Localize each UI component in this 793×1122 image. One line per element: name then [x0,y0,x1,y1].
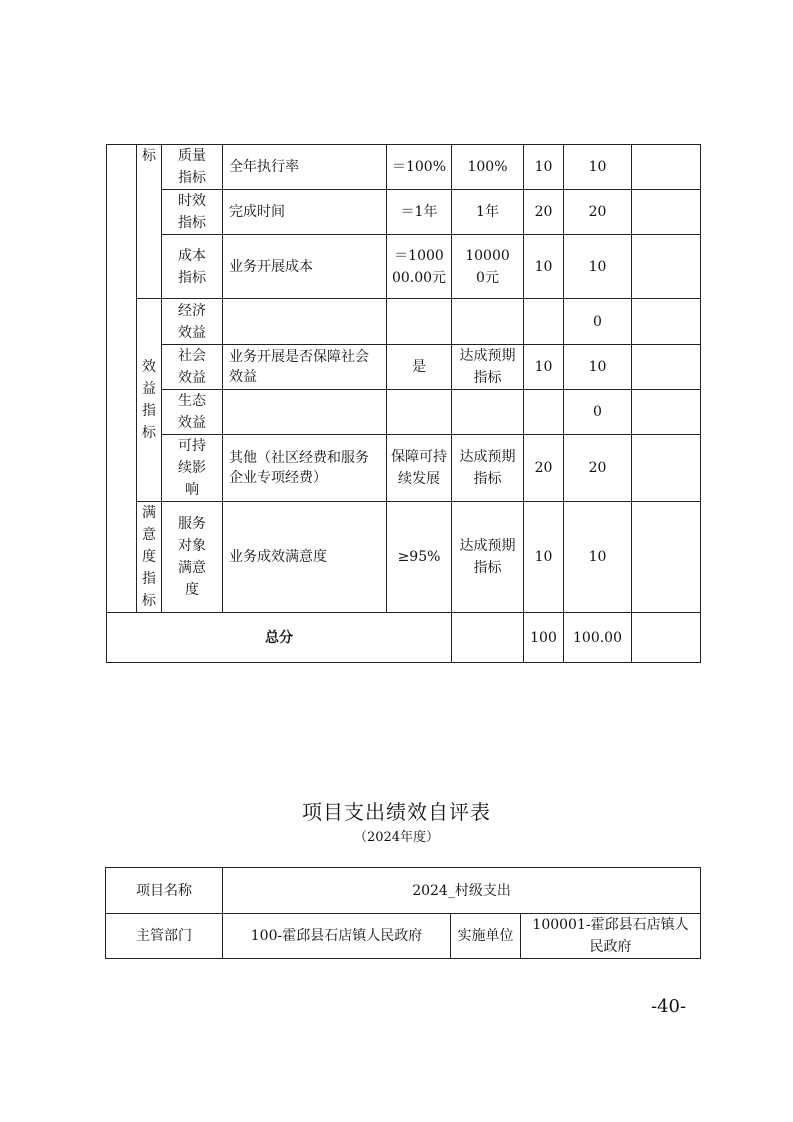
category-cell: 效益指标 [137,299,162,502]
total-label: 总分 [107,613,452,663]
indicator-cell: 业务成效满意度 [223,502,387,613]
table-row [107,145,701,190]
dept-label: 主管部门 [106,914,223,959]
score-cell: 0 [564,390,632,435]
score-cell: 20 [564,435,632,502]
actual-cell: 达成预期指标 [452,502,524,613]
indicator-cell: 业务开展成本 [223,235,387,299]
score-cell: 20 [564,190,632,235]
project-info-table [105,867,701,959]
performance-indicator-table [106,144,701,663]
subcategory-cell: 生态效益 [162,390,223,435]
weight-cell: 10 [524,345,564,390]
actual-cell: 达成预期指标 [452,345,524,390]
category-cell: 标 [137,145,162,299]
subcategory-cell: 可持续影响 [162,435,223,502]
target-cell [387,299,452,345]
actual-cell: 1年 [452,190,524,235]
note-cell [632,235,701,299]
table-row [106,914,701,959]
note-cell [632,145,701,190]
category-cell: 满意度指标 [137,502,162,613]
target-cell [387,390,452,435]
weight-cell: 10 [524,502,564,613]
weight-cell [524,390,564,435]
total-score: 100.00 [564,613,632,663]
subcategory-cell: 社会效益 [162,345,223,390]
target-cell: ＝1年 [387,190,452,235]
subcategory-cell: 服务对象满意度 [162,502,223,613]
indicator-cell: 业务开展是否保障社会效益 [223,345,387,390]
actual-cell [452,390,524,435]
form-title: 项目支出绩效自评表 [302,800,491,824]
subcategory-cell: 成本指标 [162,235,223,299]
target-cell: ＝100% [387,145,452,190]
project-name-label: 项目名称 [106,868,223,914]
blank-cell [452,613,524,663]
score-cell: 10 [564,345,632,390]
target-cell: ≥95% [387,502,452,613]
target-cell: 保障可持续发展 [387,435,452,502]
total-weight: 100 [524,613,564,663]
project-name-value: 2024_村级支出 [223,868,701,914]
actual-cell: 达成预期指标 [452,435,524,502]
indicator-cell: 全年执行率 [223,145,387,190]
note-cell [632,299,701,345]
table-row [107,502,701,613]
score-cell: 10 [564,502,632,613]
actual-cell: 100000元 [452,235,524,299]
actual-cell: 100% [452,145,524,190]
score-cell: 10 [564,235,632,299]
blank-cell [107,145,137,613]
impl-value: 100001-霍邱县石店镇人民政府 [521,914,701,959]
subcategory-cell: 质量指标 [162,145,223,190]
indicator-cell [223,390,387,435]
indicator-cell [223,299,387,345]
impl-label: 实施单位 [451,914,521,959]
total-row [107,613,701,663]
page-number: -40- [651,996,687,1017]
table-row [107,299,701,345]
actual-cell [452,299,524,345]
note-cell [632,190,701,235]
table-row [107,435,701,502]
note-cell [632,390,701,435]
weight-cell: 20 [524,190,564,235]
table-row [107,190,701,235]
subcategory-cell: 经济效益 [162,299,223,345]
table-row [107,235,701,299]
score-cell: 0 [564,299,632,345]
table-row [107,345,701,390]
form-subtitle: （2024年度） [353,830,440,845]
weight-cell: 10 [524,145,564,190]
score-cell: 10 [564,145,632,190]
target-cell: ＝100000.00元 [387,235,452,299]
weight-cell: 10 [524,235,564,299]
note-cell [632,345,701,390]
weight-cell [524,299,564,345]
note-cell [632,435,701,502]
blank-cell [632,613,701,663]
indicator-cell: 完成时间 [223,190,387,235]
note-cell [632,502,701,613]
dept-value: 100-霍邱县石店镇人民政府 [223,914,451,959]
table-row [107,390,701,435]
indicator-cell: 其他（社区经费和服务企业专项经费） [223,435,387,502]
table-row [106,868,701,914]
target-cell: 是 [387,345,452,390]
subcategory-cell: 时效指标 [162,190,223,235]
weight-cell: 20 [524,435,564,502]
